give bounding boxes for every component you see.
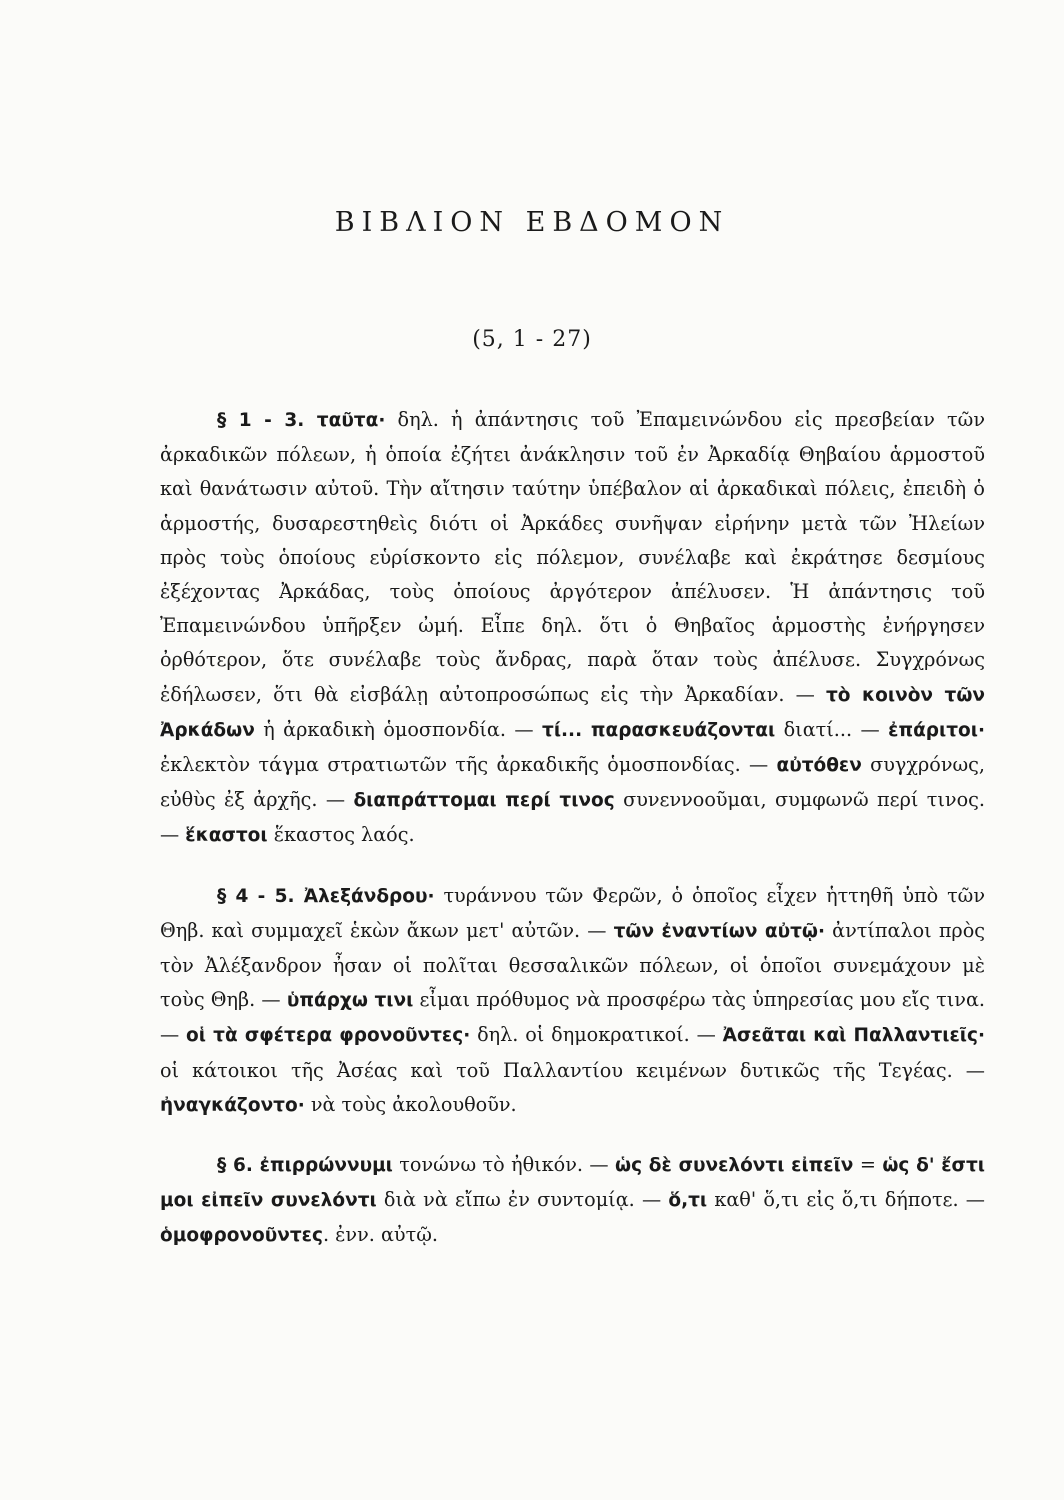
commentary-body <box>160 403 985 1254</box>
gloss-text: ἐκλεκτὸν τάγμα στρατιωτῶν τῆς ἀρκαδικῆς ὁμοσπονδίας. — <box>160 753 777 777</box>
section-lemma: § 4 - 5. Ἀλεξάνδρου· <box>217 885 435 907</box>
gloss-text: διὰ νὰ εἴπω ἐν συντομίᾳ. — <box>376 1188 669 1212</box>
lemma: ἕκαστοι <box>185 825 268 847</box>
gloss-text: . ἐνν. αὐτῷ. <box>322 1223 438 1247</box>
commentary-paragraph <box>160 403 985 854</box>
lemma: ὡς δ' ἔστι μοι εἰπεῖν συνελόντι <box>160 1155 985 1212</box>
commentary-paragraph <box>160 1148 985 1254</box>
gloss-text: δηλ. οἱ δημοκρατικοί. — <box>470 1023 723 1047</box>
commentary-paragraph <box>160 879 985 1123</box>
gloss-text: νὰ τοὺς ἀκολουθοῦν. <box>304 1092 517 1116</box>
lemma: ἠναγκάζοντο· <box>160 1094 305 1116</box>
lemma: ὁμοφρονοῦντες <box>160 1225 323 1247</box>
gloss-text: οἱ κάτοικοι τῆς Ἀσέας καὶ τοῦ Παλλαντίου κειμένων δυτικῶς τῆς Τεγέας. — <box>160 1058 985 1082</box>
lemma: ὑπάρχω τινι <box>286 990 414 1012</box>
lemma: διαπράττομαι περί τινος <box>353 790 615 812</box>
gloss-text: καθ' ὅ,τι εἰς ὅ,τι δήποτε. — <box>707 1188 985 1212</box>
gloss-text: εἶμαι πρόθυμος νὰ προσφέρω τὰς ὑπηρεσίας μου εἴς τινα. — <box>160 988 985 1047</box>
gloss-text: συνεννοοῦμαι, συμφωνῶ περί τινος. — <box>160 788 985 847</box>
section-lemma: § 6. ἐπιρρώννυμι <box>217 1155 393 1177</box>
lemma: τῶν ἐναντίων αὐτῷ· <box>613 920 826 942</box>
book-title: ΒΙΒΛΙΟΝ ΕΒΔΟΜΟΝ <box>334 207 730 238</box>
book-reference: (5, 1 - 27) <box>472 327 592 352</box>
lemma: ὅ,τι <box>668 1190 708 1212</box>
lemma: ὡς δὲ συνελόντι εἰπεῖν <box>615 1155 854 1177</box>
gloss-text: ἀντίπαλοι πρὸς τὸν Ἀλέξανδρον ἦσαν οἱ πολῖται θεσσαλικῶν πόλεων, οἱ ὁποῖοι συνεμάχουν μὲ τοὺς Θηβ. — <box>160 918 986 1012</box>
lemma: αὐτόθεν <box>776 755 862 777</box>
lemma: ἐπάριτοι· <box>888 719 985 741</box>
lemma: οἱ τὰ σφέτερα φρονοῦντες· <box>186 1025 471 1047</box>
lemma: τί... παρασκευάζονται <box>542 719 776 741</box>
lemma: τὸ κοινὸν τῶν Ἀρκάδων <box>160 684 986 741</box>
gloss-text: συγχρόνως, εὐθὺς ἐξ ἀρχῆς. — <box>160 753 985 812</box>
gloss-text: τονώνω τὸ ἠθικόν. — <box>392 1153 615 1177</box>
gloss-text: ἡ ἀρκαδικὴ ὁμοσπονδία. — <box>254 717 543 741</box>
gloss-text: διατί... — <box>775 717 889 741</box>
section-lemma: § 1 - 3. ταῦτα· <box>217 410 386 431</box>
gloss-text: δηλ. ἡ ἀπάντησις τοῦ Ἐπαμεινώνδου εἰς πρεσβείαν τῶν ἀρκαδικῶν πόλεων, ἡ ὁποία ἐζήτει ἀνάκλησιν τοῦ ἐν Ἀρκαδίᾳ Θηβαίου ἁρμοστοῦ καὶ θανάτωσιν αὐτοῦ. Τὴν αἴτησιν ταύτην ὑπέβαλον αἱ ἀρκαδικαὶ πόλεις, ἐπειδὴ ὁ ἁρμοστής, δυσαρεστηθεὶς διότι οἱ Ἀρκάδες συνῆψαν εἰρήνην μετὰ τῶν Ἠλείων πρὸς τοὺς ὁποίους εὑρίσκοντο εἰς πόλεμον, συνέλαβε καὶ ἐκράτησε δεσμίους ἐξέχοντας Ἀρκάδας, τοὺς ὁποίους ἀργότερον ἀπέλυσεν. Ἡ ἀπάντησις τοῦ Ἐπαμεινώνδου ὑπῆρξεν ὠμή. Εἶπε δηλ. ὅτι ὁ Θηβαῖος ἁρμοστὴς ἐνήργησεν ὀρθότερον, ὅτε συνέλαβε τοὺς ἄνδρας, παρὰ ὅταν τοὺς ἀπέλυσε. Συγχρόνως ἐδήλωσεν, ὅτι θὰ εἰσβάλῃ αὐτοπροσώπως εἰς τὴν Ἀρκαδίαν. — <box>160 408 985 706</box>
gloss-text: ἕκαστος λαός. <box>267 823 415 847</box>
lemma: Ἀσεᾶται καὶ Παλλαντιεῖς· <box>722 1025 985 1047</box>
gloss-text: τυράννου τῶν Φερῶν, ὁ ὁποῖος εἶχεν ἡττηθῆ ὑπὸ τῶν Θηβ. καὶ συμμαχεῖ ἑκὼν ἄκων μετ' αὐτῶν. — <box>160 883 985 942</box>
gloss-text: = <box>853 1153 883 1177</box>
